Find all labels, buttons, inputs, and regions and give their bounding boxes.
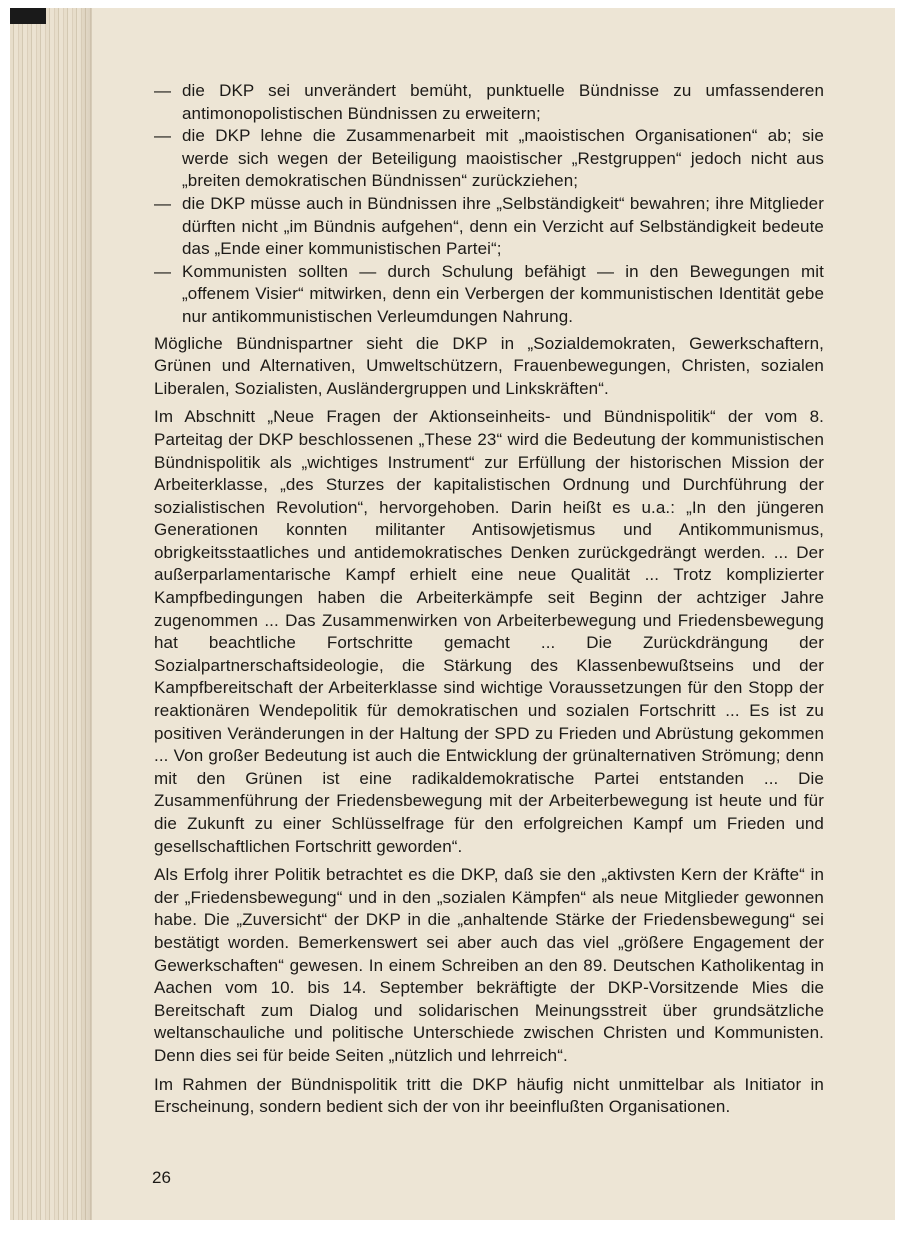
paragraph: Als Erfolg ihrer Politik betrachtet es die DKP, daß sie den „aktivsten Kern der Kräfte“ in der „Friedensbewegung“ und in den „sozialen Kämpfen“ als neue Mitglieder gewonnen habe. Die „Zuversicht“ der DKP in die „anhaltende Stärke der Friedensbewegung“ sei bestätigt worden. Bemerkenswert sei aber auch das viel „größere Engagement der Gewerkschaften“ gewesen. In einem Schreiben an den 89. Deutschen Katholikentag in Aachen vom 10. bis 14. September bekräftigte der DKP-Vorsitzende Mies die Bereitschaft zum Dialog und solidarischen Meinungsstreit über grundsätzliche weltanschauliche und politische Unterschiede zwischen Christen und Kommunisten. Denn dies sei für beide Seiten „nützlich und lehrreich“. (154, 865, 824, 1065)
paragraph: Im Abschnitt „Neue Fragen der Aktionseinheits- und Bündnispolitik“ der vom 8. Parteitag der DKP beschlossenen „These 23“ wird die Bedeutung der kommunistischen Bündnispolitik als „wichtiges Instrument“ zur Erfüllung der historischen Mission der Arbeiterklasse, „des Sturzes der kapitalistischen Ordnung und Durchführung der sozialistischen Revolution“, hervorgehoben. Darin heißt es u.a.: „In den jüngeren Generationen konnten militanter Antisowjetismus und Antikommunismus, obrigkeitsstaatliches und antidemokratisches Denken zurückgedrängt werden. ... Der außerparlamentarische Kampf erhielt eine neue Qualität ... Trotz komplizierter Kampfbedingungen haben die Arbeiterkämpfe seit Beginn der achtziger Jahre zugenommen ... Das Zusammenwirken von Arbeiterbewegung und Friedensbewegung hat beachtliche Fortschritte gemacht ... Die Zurückdrängung der Sozialpartnerschaftsideologie, die Stärkung des Klassenbewußtseins und der Kampfbereitschaft der Arbeiterklasse sind wichtige Voraussetzungen für den Stopp der reaktionären Wendepolitik für demokratischen und sozialen Fortschritt ... Es ist zu positiven Veränderungen in der Haltung der SPD zu Frieden und Abrüstung gekommen ... Von großer Bedeutung ist auch die Entwicklung der grünalternativen Strömung; denn mit den Grünen ist eine radikaldemokratische Partei entstanden ... Die Zusammenführung der Friedensbewegung mit der Arbeiterbewegung ist heute und für die Zukunft zu einer Schlüsselfrage für den erfolgreichen Kampf um Frieden und gesellschaftlichen Fortschritt geworden“. (154, 407, 824, 856)
dash-mark: — (154, 261, 172, 281)
dash-item-text: die DKP sei unverändert bemüht, punktuelle Bündnisse zu umfassenderen antimonopolistischen Bündnissen zu erweitern; (182, 81, 824, 123)
dash-list-item (154, 193, 824, 261)
dash-item-text: die DKP lehne die Zusammenarbeit mit „maoistischen Organisationen“ ab; sie werde sich wegen der Beteiligung maoistischer „Restgruppen“ jedoch nicht aus „breiten demokratischen Bündnissen“ zurückziehen; (182, 126, 824, 191)
paragraph: Mögliche Bündnispartner sieht die DKP in „Sozialdemokraten, Gewerkschaftern, Grünen und Alternativen, Umweltschützern, Frauenbewegungen, Christen, sozialen Liberalen, Sozialisten, Ausländergruppen und Linkskräften“. (154, 333, 824, 398)
dash-item-text: Kommunisten sollten — durch Schulung befähigt — in den Bewegungen mit „offenem Visier“ mitwirken, denn ein Verbergen der kommunistischen Identität gebe nur antikommunistischen Verleumdungen Nahrung. (182, 261, 824, 326)
dash-item-text: die DKP müsse auch in Bündnissen ihre „Selbständigkeit“ bewahren; ihre Mitglieder dürften nicht „im Bündnis aufgehen“, denn ein Verzicht auf Selbständigkeit bedeute das „Ende einer kommunistischen Partei“; (182, 193, 824, 259)
scan-corner-mark (10, 8, 46, 24)
dash-list (154, 80, 824, 329)
dash-list-item (154, 80, 824, 125)
dash-list-item (154, 125, 824, 193)
paragraph: Im Rahmen der Bündnispolitik tritt die DKP häufig nicht unmittelbar als Initiator in Erscheinung, sondern bedient sich der von ihr beeinflußten Organisationen. (154, 1074, 824, 1117)
dash-list-item (154, 261, 824, 329)
dash-mark: — (154, 81, 172, 100)
book-page-edges (10, 8, 92, 1220)
dash-mark: — (154, 193, 172, 213)
page-number: 26 (152, 1168, 171, 1187)
body-text (154, 80, 824, 1125)
dash-mark: — (154, 126, 172, 146)
